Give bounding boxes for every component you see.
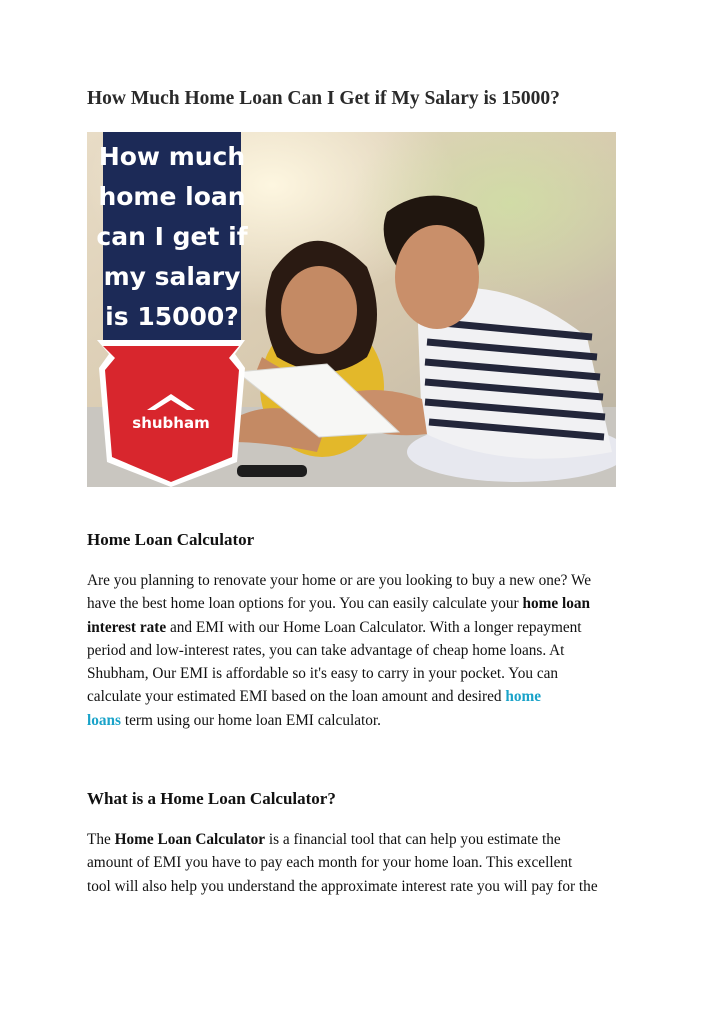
bold-keyword: interest rate	[87, 618, 167, 636]
banner-line: is 15000?	[105, 302, 239, 331]
paragraph-line: Are you planning to renovate your home or are you looking to buy a new one? We	[87, 572, 591, 589]
section-paragraph	[87, 828, 687, 898]
paragraph-text: is a financial tool that can help you estimate the	[265, 831, 561, 848]
banner-line: home loan	[98, 182, 246, 211]
home-loans-link[interactable]: loans	[87, 711, 122, 729]
banner-line: can I get if	[96, 222, 248, 251]
paragraph-line	[87, 616, 647, 639]
bold-keyword: Home Loan Calculator	[114, 831, 266, 848]
section-heading: What is a Home Loan Calculator?	[87, 789, 336, 808]
paragraph-text: calculate your estimated EMI based on the loan amount and desired	[87, 688, 506, 706]
paragraph-text: have the best home loan options for you. You can easily calculate your	[87, 595, 523, 613]
home-loans-link[interactable]: home	[505, 688, 542, 706]
banner-line: my salary	[103, 262, 241, 291]
paragraph-line: amount of EMI you have to pay each month for your home loan. This excellent	[87, 854, 573, 872]
section-paragraph	[87, 569, 647, 732]
paragraph-line	[87, 592, 647, 615]
brand-logo-text: shubham	[132, 414, 210, 432]
paragraph-line: Shubham, Our EMI is affordable so it's easy to carry in your pocket. You can	[87, 665, 559, 683]
bold-keyword: home loan	[522, 595, 591, 613]
paragraph-line: tool will also help you understand the approximate interest rate you will pay for the	[87, 877, 598, 895]
article-title: How Much Home Loan Can I Get if My Salary is 15000?	[87, 88, 560, 109]
paragraph-text: and EMI with our Home Loan Calculator. With a longer repayment	[166, 618, 582, 636]
banner-line: How much	[98, 142, 246, 171]
promo-banner	[96, 132, 248, 487]
paragraph-line	[87, 685, 647, 708]
paragraph-line	[87, 828, 687, 851]
paragraph-text: The	[87, 831, 115, 848]
hero-image	[87, 132, 616, 487]
paragraph-line	[87, 709, 647, 732]
paragraph-text: term using our home loan EMI calculator.	[121, 711, 381, 729]
section-heading: Home Loan Calculator	[87, 530, 255, 549]
paragraph-line: period and low-interest rates, you can take advantage of cheap home loans. At	[87, 641, 565, 659]
